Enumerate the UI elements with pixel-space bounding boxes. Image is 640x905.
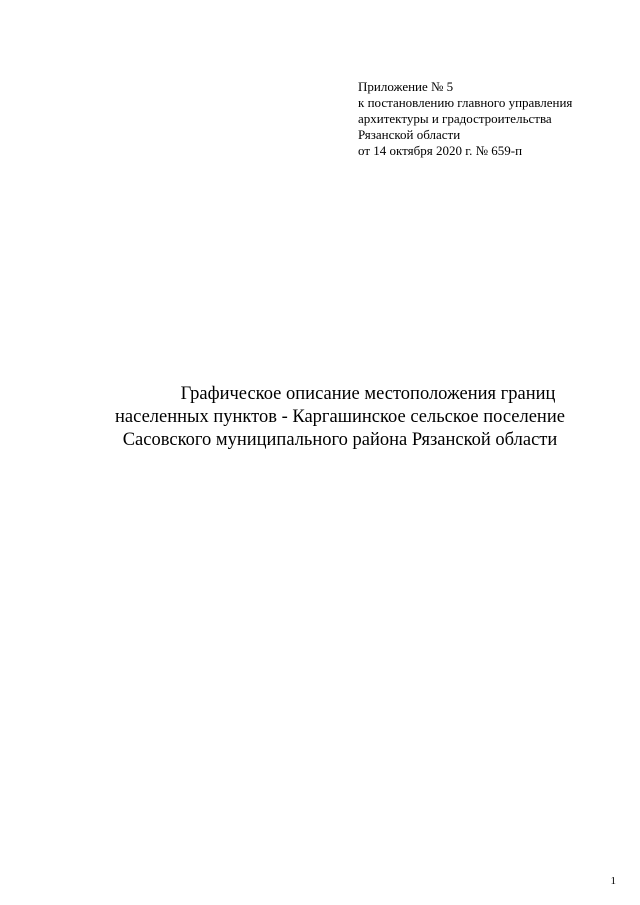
appendix-resolution-ref: к постановлению главного управления	[358, 95, 573, 110]
title-line-1: Графическое описание местоположения границ	[180, 384, 556, 404]
appendix-number: Приложение № 5	[358, 79, 454, 94]
title-line-3: Сасовского муниципального района Рязанской области	[122, 430, 558, 450]
page-number: 1	[610, 875, 616, 887]
document-title	[60, 383, 620, 452]
appendix-region: Рязанской области	[358, 127, 461, 142]
appendix-header	[358, 79, 628, 159]
appendix-department: архитектуры и градостроительства	[358, 111, 552, 126]
appendix-date: от 14 октября 2020 г. № 659-п	[358, 143, 523, 158]
title-line-2: населенных пунктов - Каргашинское сельское поселение	[115, 407, 565, 427]
